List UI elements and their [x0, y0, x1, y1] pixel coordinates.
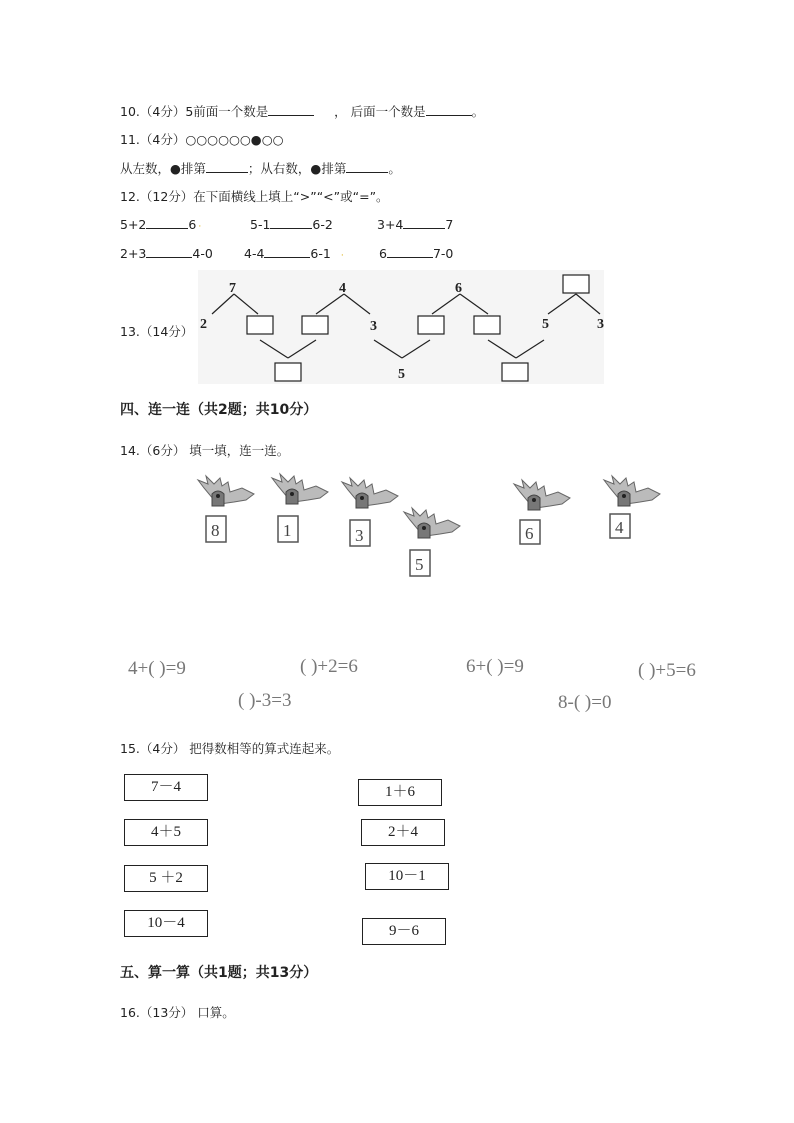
tree-2-bottom: 5	[398, 367, 405, 382]
q12-row-2	[120, 245, 213, 261]
q12-row-1-col-2	[250, 216, 333, 232]
bird-5	[514, 480, 570, 544]
q12-r2-c3-left: 6	[379, 246, 387, 261]
left-expression-box[interactable]: 7－4	[124, 774, 208, 801]
question-11-label	[120, 130, 284, 148]
tree-1-top: 7	[229, 281, 236, 296]
q14-label: 14.（6分） 填一填，连一连。	[120, 443, 290, 458]
birds-illustration	[190, 470, 690, 580]
section-4-heading: 四、连一连（共2题；共10分）	[120, 402, 318, 418]
tree-2-right: 3	[370, 319, 377, 334]
q10-prefix: 10.（4分）5前面一个数是	[120, 104, 269, 119]
q14-equation-2[interactable]: ( )+2=6	[300, 656, 358, 677]
bird-4-number: 5	[415, 555, 424, 574]
q12-r2-c2-right: 6-1	[310, 246, 331, 261]
right-expression-box[interactable]: 9－6	[362, 918, 446, 945]
bird-3	[342, 478, 398, 546]
q15-label: 15.（4分） 把得数相等的算式连起来。	[120, 741, 340, 756]
q12-r2-c2-blank[interactable]	[264, 245, 310, 258]
q12-row-2-col-2	[244, 245, 344, 261]
tree-3-top: 6	[455, 281, 462, 296]
bird-2-number: 1	[283, 521, 292, 540]
answer-box[interactable]	[302, 316, 328, 334]
bird-6	[604, 476, 660, 538]
answer-box[interactable]	[418, 316, 444, 334]
q12-r2-c3-right: 7-0	[432, 246, 454, 261]
q12-r1-c1-left: 5+2	[120, 217, 147, 232]
right-expression-box[interactable]: 2＋4	[361, 819, 445, 846]
q14-equation-5[interactable]: ( )-3=3	[238, 690, 292, 711]
bird-1-number: 8	[211, 521, 220, 540]
q12-r1-c2-blank[interactable]	[270, 216, 312, 229]
q12-r2-c1-blank[interactable]	[146, 245, 192, 258]
q11-left: 从左数，●排第	[120, 161, 206, 176]
left-expression-box[interactable]: 5 ＋2	[124, 865, 208, 892]
q11-mid: ；从右数，●排第	[247, 161, 347, 176]
q12-r1-c1-right: 6	[188, 217, 197, 232]
q13-label: 13.（14分）	[120, 324, 194, 339]
right-expression-box[interactable]: 1＋6	[358, 779, 442, 806]
answer-box[interactable]	[247, 316, 273, 334]
q12-row-1	[120, 216, 201, 232]
answer-box[interactable]	[275, 363, 301, 381]
right-expression-box[interactable]: 10－1	[365, 863, 449, 890]
answer-box[interactable]	[563, 275, 589, 293]
bird-4	[404, 508, 460, 576]
q12-r1-c2-right: 6-2	[312, 217, 333, 232]
dot-mark: ·	[198, 222, 202, 232]
answer-box[interactable]	[502, 363, 528, 381]
q14-equation-1[interactable]: 4+( )=9	[128, 658, 186, 679]
q12-r2-c1-left: 2+3	[120, 246, 147, 261]
question-10	[120, 102, 484, 120]
q11-end: 。	[388, 161, 401, 176]
dot-mark: ·	[340, 251, 344, 261]
q12-row-2-col-3	[379, 245, 453, 261]
q11-dots: ○○○○○○●○○	[185, 132, 284, 147]
q12-r1-c2-left: 5-1	[250, 217, 271, 232]
left-expression-box[interactable]: 10－4	[124, 910, 208, 937]
tree-2-top: 4	[339, 281, 346, 296]
q14-equation-6[interactable]: 8-( )=0	[558, 692, 612, 713]
q12-r1-c3-right: 7	[445, 217, 454, 232]
q10-blank-2[interactable]	[426, 103, 472, 116]
q12-r1-c3-left: 3+4	[377, 217, 404, 232]
q14-equation-4[interactable]: ( )+5=6	[638, 660, 696, 681]
bird-5-number: 6	[525, 524, 534, 543]
q14-equation-3[interactable]: 6+( )=9	[466, 656, 524, 677]
q10-blank-1[interactable]	[268, 103, 314, 116]
bird-1	[198, 476, 254, 542]
tree-1-left: 2	[200, 317, 207, 332]
question-11-body	[120, 159, 401, 177]
q12-label: 12.（12分）在下面横线上填上“>”“<”或“=”。	[120, 189, 389, 204]
bird-6-number: 4	[615, 518, 624, 537]
q12-r2-c1-right: 4-0	[192, 246, 213, 261]
q16-label: 16.（13分） 口算。	[120, 1005, 235, 1020]
tree-4-right: 3	[597, 317, 604, 332]
bird-3-number: 3	[355, 526, 364, 545]
q11-label: 11.（4分）	[120, 132, 186, 147]
answer-box[interactable]	[474, 316, 500, 334]
number-bond-diagram	[198, 270, 604, 384]
section-5-heading: 五、算一算（共1题；共13分）	[120, 965, 318, 981]
q12-r2-c3-blank[interactable]	[387, 245, 433, 258]
q12-r1-c3-blank[interactable]	[403, 216, 445, 229]
tree-4-left: 5	[542, 317, 549, 332]
q12-row-1-col-3	[377, 216, 453, 232]
q12-r2-c2-left: 4-4	[244, 246, 265, 261]
left-expression-box[interactable]: 4＋5	[124, 819, 208, 846]
q12-r1-c1-blank[interactable]	[146, 216, 188, 229]
q10-end: 。	[471, 104, 485, 119]
bird-2	[272, 474, 328, 542]
q10-mid: ， 后面一个数是	[334, 104, 426, 119]
q11-blank-1[interactable]	[206, 160, 248, 173]
q11-blank-2[interactable]	[346, 160, 388, 173]
